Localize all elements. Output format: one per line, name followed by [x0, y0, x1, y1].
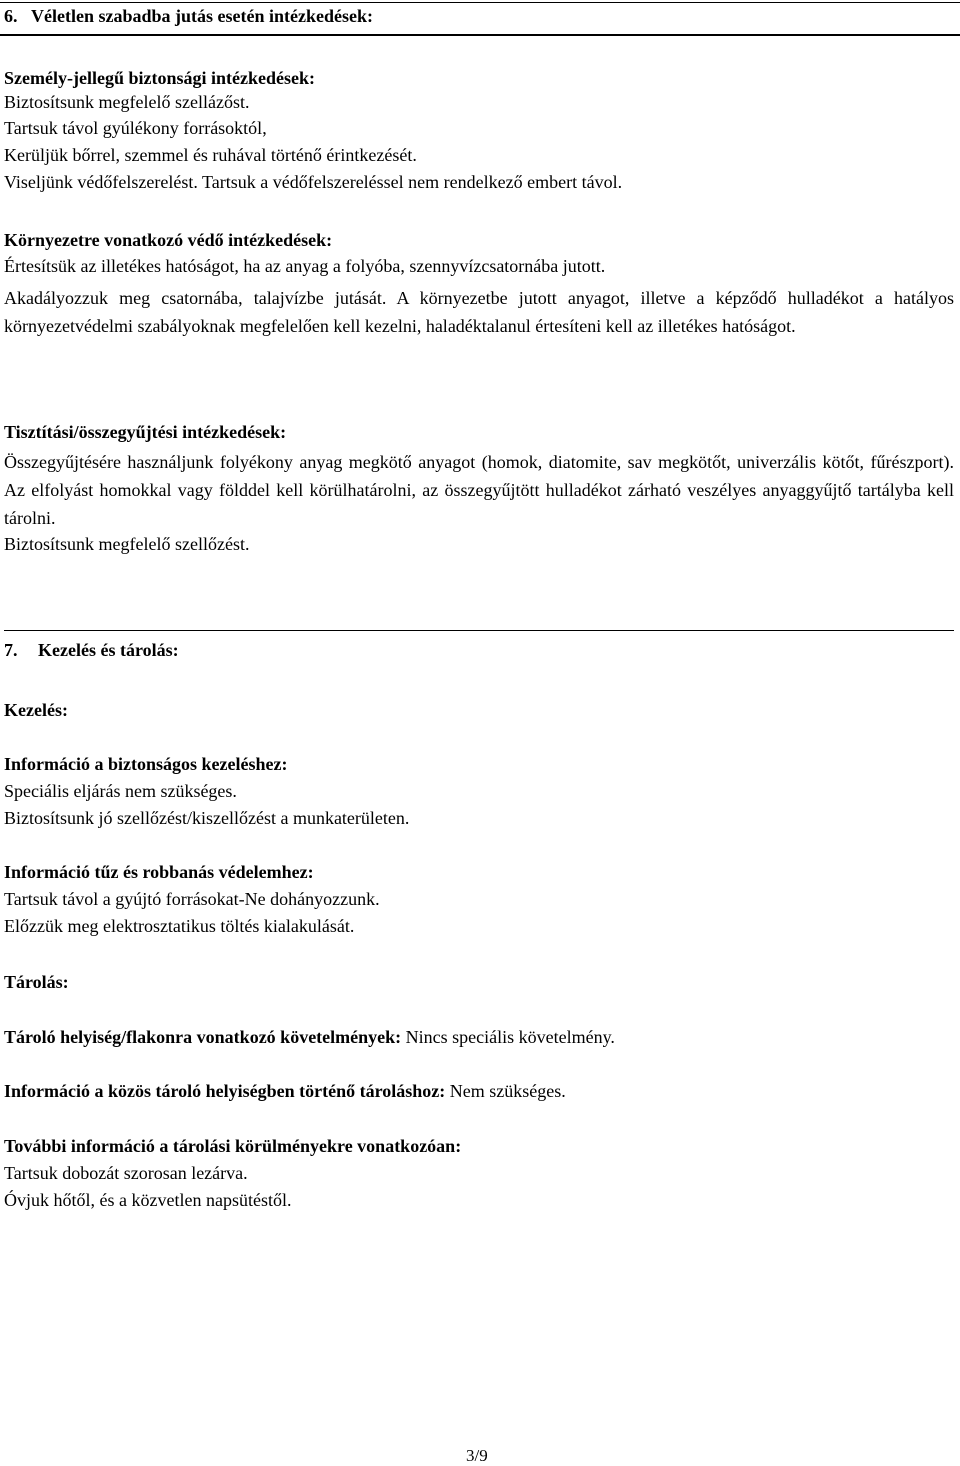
personal-line: Viseljünk védőfelszerelést. Tartsuk a védőfelszereléssel nem rendelkező embert távol.	[4, 172, 623, 192]
section-6-rule	[0, 34, 960, 36]
section-7-number: 7.	[4, 640, 18, 660]
handling-heading: Kezelés:	[4, 700, 68, 720]
section-6-title: 6. Véletlen szabadba jutás esetén intézkedések:	[4, 6, 373, 26]
personal-line: Kerüljük bőrrel, szemmel és ruhával történő érintkezését.	[4, 145, 417, 165]
fire-protection-line: Előzzük meg elektrosztatikus töltés kialakulását.	[4, 916, 355, 936]
fire-protection-heading: Információ tűz és robbanás védelemhez:	[4, 862, 314, 882]
common-storage	[4, 1079, 566, 1103]
section-7-title	[4, 638, 179, 662]
safe-handling-heading: Információ a biztonságos kezeléshez:	[4, 754, 288, 774]
section-7-title-text: Kezelés és tárolás:	[38, 640, 179, 660]
top-rule	[0, 2, 960, 3]
further-info-heading: További információ a tárolási körülményekre vonatkozóan:	[4, 1136, 462, 1156]
cleanup-heading: Tisztítási/összegyűjtési intézkedések:	[4, 422, 287, 442]
storage-requirements	[4, 1025, 615, 1049]
storage-requirements-label: Tároló helyiség/flakonra vonatkozó követelmények:	[4, 1027, 402, 1047]
safe-handling-line: Biztosítsunk jó szellőzést/kiszellőzést a munkaterületen.	[4, 808, 410, 828]
environment-heading: Környezetre vonatkozó védő intézkedések:	[4, 230, 333, 250]
cleanup-paragraph: Összegyűjtésére használjunk folyékony anyag megkötő anyagot (homok, diatomite, sav megkötőt, univerzális kötőt, fűrészport). Az elfolyást homokkal vagy földdel kell körülhatárolni, az összegyűjtött hulladékot zárható veszélyes anyaggyűjtő tartályba kell tárolni.	[4, 452, 954, 528]
common-storage-value: Nem szükséges.	[445, 1081, 566, 1101]
further-info-line: Óvjuk hőtől, és a közvetlen napsütéstől.	[4, 1190, 292, 1210]
storage-heading: Tárolás:	[4, 972, 69, 992]
further-info-line: Tartsuk dobozát szorosan lezárva.	[4, 1163, 248, 1183]
cleanup-last-line: Biztosítsunk megfelelő szellőzést.	[4, 534, 250, 554]
storage-requirements-value: Nincs speciális követelmény.	[401, 1027, 615, 1047]
page-number: 3/9	[466, 1446, 488, 1465]
environment-line: Értesítsük az illetékes hatóságot, ha az anyag a folyóba, szennyvízcsatornába jutott.	[4, 256, 606, 276]
personal-line: Biztosítsunk megfelelő szellázőst.	[4, 92, 250, 112]
fire-protection-line: Tartsuk távol a gyújtó forrásokat-Ne dohányozzunk.	[4, 889, 380, 909]
environment-paragraph: Akadályozzuk meg csatornába, talajvízbe jutását. A környezetbe jutott anyagot, illetve a képződő hulladékot a hatályos környezetvédelmi szabályoknak megfelelően kell kezelni, haladéktalanul értesíteni kell az illetékes hatóságot.	[4, 288, 954, 336]
personal-line: Tartsuk távol gyúlékony forrásoktól,	[4, 118, 267, 138]
common-storage-label: Információ a közös tároló helyiségben történő tároláshoz:	[4, 1081, 446, 1101]
safe-handling-line: Speciális eljárás nem szükséges.	[4, 781, 237, 801]
personal-precautions-heading: Személy-jellegű biztonsági intézkedések:	[4, 68, 315, 88]
section-7-rule	[4, 630, 954, 631]
